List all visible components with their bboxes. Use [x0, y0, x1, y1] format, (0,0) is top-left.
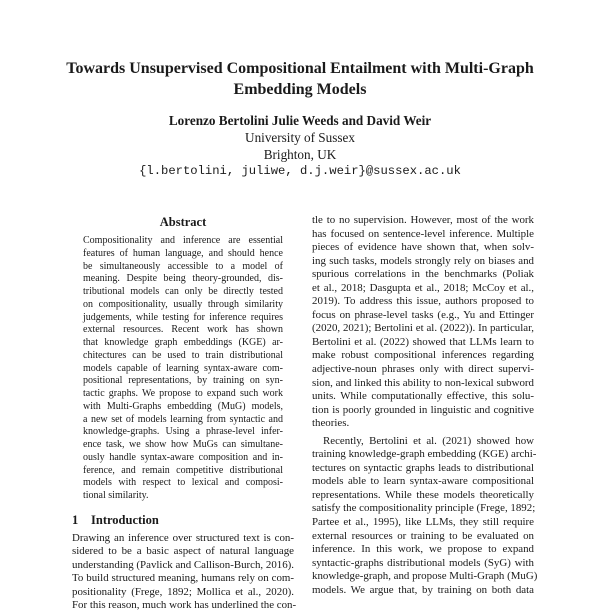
text-line: tional similarity.: [83, 490, 149, 501]
author-names: Lorenzo Bertolini Julie Weeds and David Weir: [168, 113, 432, 128]
text-line: theories.: [312, 417, 350, 430]
text-line: models. We argue that, by training on both data: [312, 583, 534, 596]
text-line: ously handle syntax-aware composition and in-: [83, 451, 283, 463]
text-line: adjective-noun phrases only with direct supervi-: [312, 363, 534, 376]
text-line: sion, and linked this ability to non-lexical subword: [312, 376, 534, 389]
author-emails: {l.bertolini, juliwe, d.j.weir}@sussex.ac.uk: [139, 164, 461, 178]
text-line: Partee et al., 1995), like LLMs, they still require: [312, 516, 534, 529]
text-line: meaning. Despite being theory-grounded, dis-: [83, 273, 283, 285]
text-line: on compositionality, usually through similarity: [83, 298, 283, 310]
text-line: ference, and remain competitive distributional: [83, 464, 283, 476]
text-line: ence task, we show how MuGs can simultane-: [83, 439, 283, 450]
text-line: knowledge-graphs. Using a phrase-level infer-: [83, 426, 283, 438]
text-line: tion is poorly grounded in linguistic and cognitive: [312, 403, 534, 416]
text-line: focus on phrase-level tasks (e.g., Yu and Ettinger: [312, 308, 534, 321]
text-line: that knowledge graph embeddings (KGE) ar-: [83, 337, 283, 348]
abstract-body: [72, 235, 294, 503]
text-line: with Multi-Graphs embedding (MuG) models,: [83, 400, 283, 412]
text-line: Drawing an inference over structured text is con-: [72, 531, 294, 544]
text-line: make robust compositional inferences regarding: [312, 349, 534, 362]
text-line: 2019). To address this issue, authors proposed to: [312, 295, 534, 308]
section-title: Introduction: [91, 512, 159, 527]
text-line: positionality (Frege, 1892; Mollica et al., 2020).: [72, 585, 294, 598]
text-line: chitectures can be used to train distributional: [83, 349, 283, 361]
text-line: judgements, while testing for inference requires: [83, 311, 283, 323]
title-line: Embedding Models: [233, 81, 367, 98]
text-line: models with respect to lexical and composi-: [83, 477, 283, 489]
text-line: units. While computationally effective, this solu-: [312, 390, 534, 403]
text-line: tactic graphs. We propose to expand such work: [83, 388, 283, 399]
text-line: satisfy the compositionality principle (Frege, 1892;: [312, 502, 536, 515]
text-line: spurious correlations in the benchmarks (Poliak: [312, 268, 534, 281]
text-line: ing such tasks, models strongly rely on biases and: [312, 254, 534, 267]
text-line: Recently, Bertolini et al. (2021) showed how: [323, 434, 534, 447]
affiliation: University of Sussex: [245, 130, 355, 145]
right-column: [312, 214, 538, 597]
text-line: tle to no supervision. However, most of the work: [312, 214, 534, 226]
text-line: et al., 2018; Dasgupta et al., 2018; McCoy et al.,: [312, 281, 534, 294]
text-line: Bertolini et al. (2022) showed that LLMs learn to: [312, 335, 534, 348]
text-line: models able to learn syntax-aware compositional: [312, 475, 534, 488]
text-line: inference. In this work, we propose to expand: [312, 543, 534, 556]
text-line: To build structured meaning, humans rely on com-: [72, 572, 294, 585]
text-line: tectures on syntactic graphs leads to distributional: [312, 461, 534, 474]
text-line: training knowledge-graph embedding (KGE) archi-: [312, 448, 537, 461]
section-number: 1: [72, 512, 79, 527]
title-line: Towards Unsupervised Compositional Entailment with Multi-Graph: [66, 60, 534, 77]
body-paragraph: [312, 214, 534, 431]
text-line: Compositionality and inference are essential: [83, 235, 283, 246]
text-line: For this reason, much work has underlined the con-: [72, 599, 297, 612]
text-line: models capable of learning syntax-aware com-: [83, 362, 283, 374]
left-column: [72, 214, 297, 613]
intro-paragraph: [72, 531, 297, 613]
author-block: [40, 112, 560, 180]
text-line: representations. While these models theoretically: [312, 488, 534, 501]
text-line: features of human language, and should hence: [83, 247, 283, 259]
paper-title: [40, 58, 560, 100]
text-line: tributional models can only be directly tested: [83, 286, 283, 297]
text-line: external resources or training to be evaluated on: [312, 529, 534, 542]
abstract-heading: Abstract: [159, 215, 207, 229]
section-heading-introduction: [72, 512, 294, 529]
text-line: syntactic-graphs distributional models (SyG) with: [312, 556, 534, 569]
body-paragraph: [312, 434, 538, 598]
text-line: positional representations, by training on syn-: [83, 375, 283, 387]
location: Brighton, UK: [263, 147, 337, 162]
text-line: a new set of models learning from syntactic and: [83, 413, 283, 425]
text-line: has focused on sentence-level inference. Multiple: [312, 227, 534, 240]
text-line: knowledge-graph, and propose Multi-Graph (MuG): [312, 570, 538, 583]
text-line: be simultaneously accessible to a model of: [83, 260, 283, 272]
text-line: (2020, 2021); Bertolini et al. (2022)). In particular,: [312, 322, 534, 335]
text-line: sidered to be a basic aspect of natural language: [72, 545, 294, 558]
text-line: understanding (Pavlick and Callison-Burch, 2016).: [72, 558, 295, 571]
text-line: pieces of evidence have shown that, when solv-: [312, 241, 534, 254]
text-line: external resources. Recent work has shown: [83, 324, 283, 336]
